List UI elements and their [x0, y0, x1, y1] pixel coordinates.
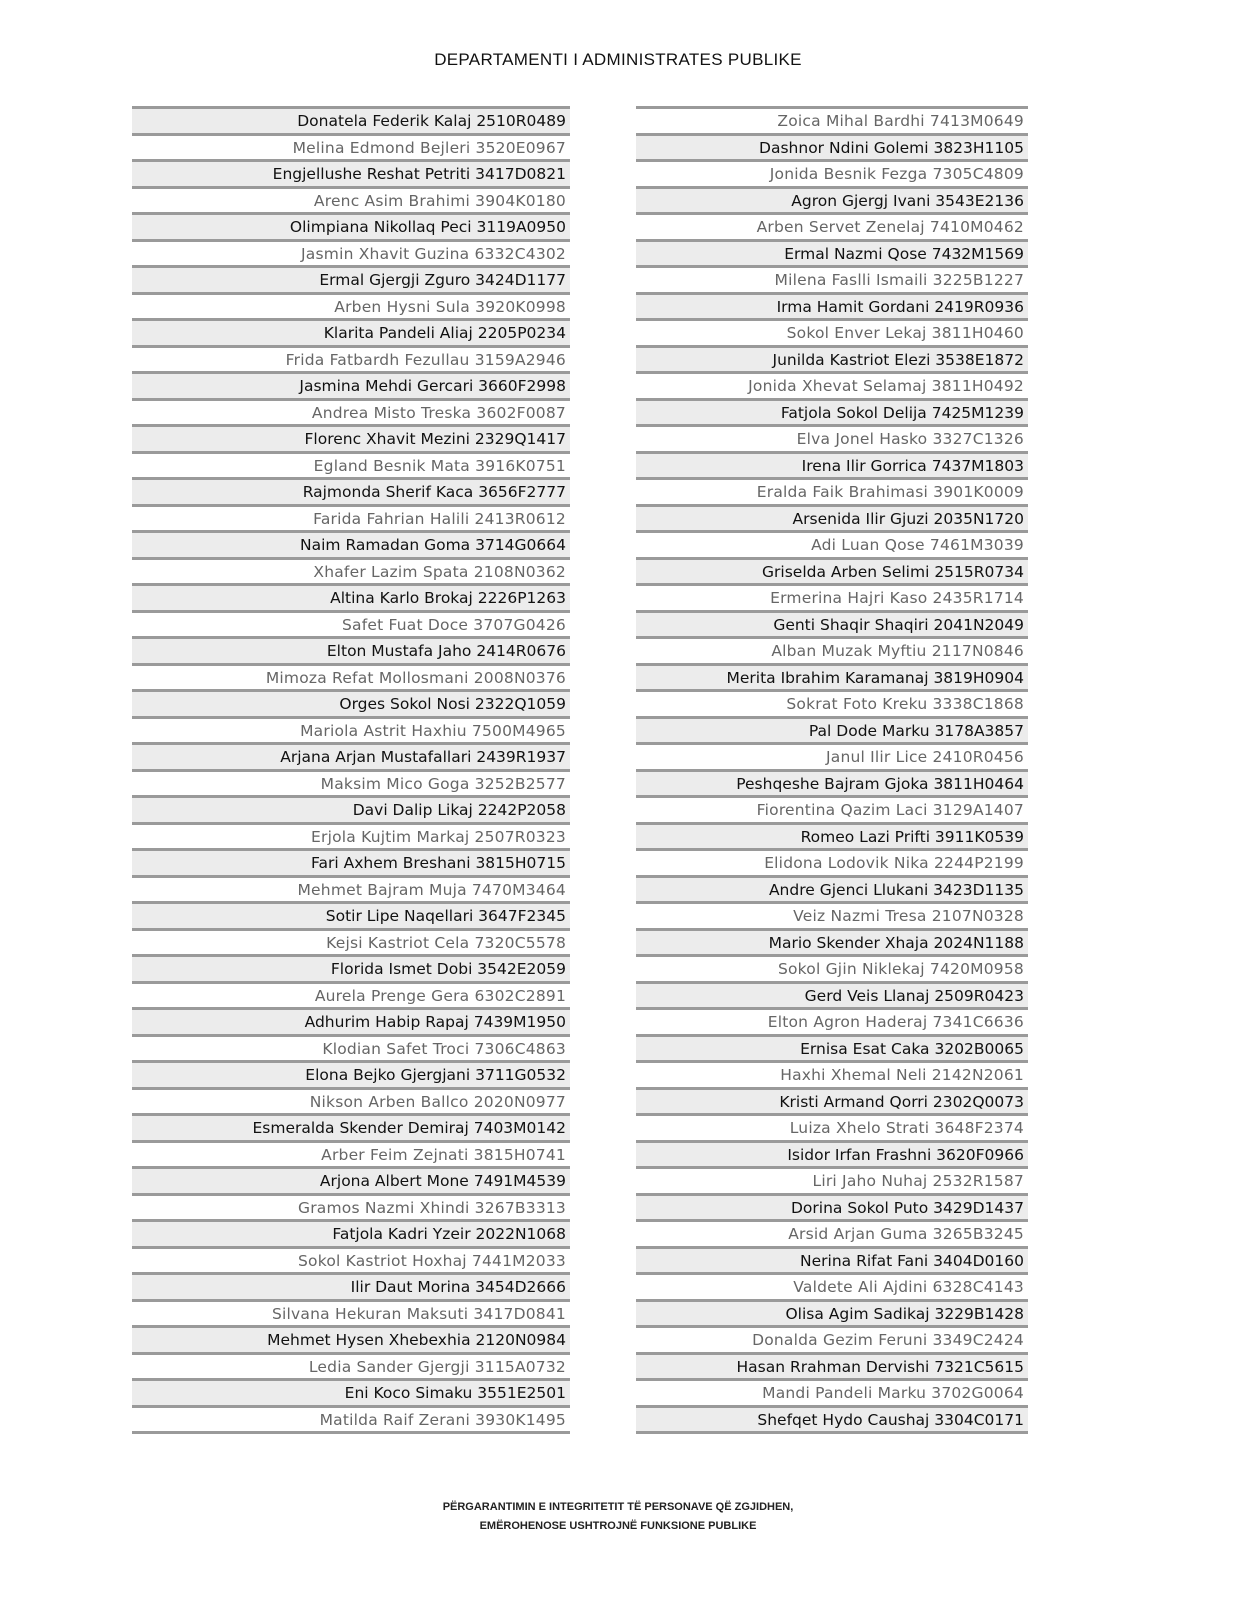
list-item: Silvana Hekuran Maksuti 3417D0841 — [132, 1302, 570, 1329]
list-item: Janul Ilir Lice 2410R0456 — [636, 745, 1028, 772]
list-item: Sokol Enver Lekaj 3811H0460 — [636, 321, 1028, 348]
list-item: Veiz Nazmi Tresa 2107N0328 — [636, 904, 1028, 931]
list-item: Arben Servet Zenelaj 7410M0462 — [636, 215, 1028, 242]
list-item: Ernisa Esat Caka 3202B0065 — [636, 1037, 1028, 1064]
list-item: Dorina Sokol Puto 3429D1437 — [636, 1196, 1028, 1223]
list-item: Rajmonda Sherif Kaca 3656F2777 — [132, 480, 570, 507]
list-item: Altina Karlo Brokaj 2226P1263 — [132, 586, 570, 613]
list-item: Arjana Arjan Mustafallari 2439R1937 — [132, 745, 570, 772]
list-item: Gramos Nazmi Xhindi 3267B3313 — [132, 1196, 570, 1223]
list-item: Naim Ramadan Goma 3714G0664 — [132, 533, 570, 560]
list-item: Klarita Pandeli Aliaj 2205P0234 — [132, 321, 570, 348]
list-item: Milena Faslli Ismaili 3225B1227 — [636, 268, 1028, 295]
list-item: Engjellushe Reshat Petriti 3417D0821 — [132, 162, 570, 189]
list-item: Olisa Agim Sadikaj 3229B1428 — [636, 1302, 1028, 1329]
list-item: Jonida Besnik Fezga 7305C4809 — [636, 162, 1028, 189]
list-item: Orges Sokol Nosi 2322Q1059 — [132, 692, 570, 719]
list-item: Adhurim Habip Rapaj 7439M1950 — [132, 1010, 570, 1037]
list-item: Maksim Mico Goga 3252B2577 — [132, 772, 570, 799]
list-item: Mimoza Refat Mollosmani 2008N0376 — [132, 666, 570, 693]
list-item: Junilda Kastriot Elezi 3538E1872 — [636, 348, 1028, 375]
list-item: Davi Dalip Likaj 2242P2058 — [132, 798, 570, 825]
list-item: Merita Ibrahim Karamanaj 3819H0904 — [636, 666, 1028, 693]
list-item: Fatjola Sokol Delija 7425M1239 — [636, 401, 1028, 428]
list-item: Nikson Arben Ballco 2020N0977 — [132, 1090, 570, 1117]
list-item: Pal Dode Marku 3178A3857 — [636, 719, 1028, 746]
list-item: Sokrat Foto Kreku 3338C1868 — [636, 692, 1028, 719]
list-item: Zoica Mihal Bardhi 7413M0649 — [636, 109, 1028, 136]
list-item: Jasmin Xhavit Guzina 6332C4302 — [132, 242, 570, 269]
list-item: Donalda Gezim Feruni 3349C2424 — [636, 1328, 1028, 1355]
list-item: Nerina Rifat Fani 3404D0160 — [636, 1249, 1028, 1276]
list-item: Donatela Federik Kalaj 2510R0489 — [132, 109, 570, 136]
list-item: Sokol Gjin Niklekaj 7420M0958 — [636, 957, 1028, 984]
list-item: Adi Luan Qose 7461M3039 — [636, 533, 1028, 560]
list-item: Eni Koco Simaku 3551E2501 — [132, 1381, 570, 1408]
list-item: Klodian Safet Troci 7306C4863 — [132, 1037, 570, 1064]
list-item: Andrea Misto Treska 3602F0087 — [132, 401, 570, 428]
list-item: Elton Agron Haderaj 7341C6636 — [636, 1010, 1028, 1037]
list-item: Jasmina Mehdi Gercari 3660F2998 — [132, 374, 570, 401]
list-item: Eralda Faik Brahimasi 3901K0009 — [636, 480, 1028, 507]
list-item: Ermal Nazmi Qose 7432M1569 — [636, 242, 1028, 269]
list-item: Irma Hamit Gordani 2419R0936 — [636, 295, 1028, 322]
list-item: Arber Feim Zejnati 3815H0741 — [132, 1143, 570, 1170]
list-item: Mariola Astrit Haxhiu 7500M4965 — [132, 719, 570, 746]
list-item: Mandi Pandeli Marku 3702G0064 — [636, 1381, 1028, 1408]
list-item: Ledia Sander Gjergji 3115A0732 — [132, 1355, 570, 1382]
list-item: Luiza Xhelo Strati 3648F2374 — [636, 1116, 1028, 1143]
list-item: Fatjola Kadri Yzeir 2022N1068 — [132, 1222, 570, 1249]
list-item: Aurela Prenge Gera 6302C2891 — [132, 984, 570, 1011]
list-item: Griselda Arben Selimi 2515R0734 — [636, 560, 1028, 587]
page-title: DEPARTAMENTI I ADMINISTRATES PUBLIKE — [434, 50, 802, 69]
list-item: Melina Edmond Bejleri 3520E0967 — [132, 136, 570, 163]
list-item: Jonida Xhevat Selamaj 3811H0492 — [636, 374, 1028, 401]
list-item: Genti Shaqir Shaqiri 2041N2049 — [636, 613, 1028, 640]
list-item: Arsenida Ilir Gjuzi 2035N1720 — [636, 507, 1028, 534]
list-item: Arjona Albert Mone 7491M4539 — [132, 1169, 570, 1196]
list-item: Erjola Kujtim Markaj 2507R0323 — [132, 825, 570, 852]
list-item: Frida Fatbardh Fezullau 3159A2946 — [132, 348, 570, 375]
list-item: Fiorentina Qazim Laci 3129A1407 — [636, 798, 1028, 825]
list-item: Safet Fuat Doce 3707G0426 — [132, 613, 570, 640]
list-item: Olimpiana Nikollaq Peci 3119A0950 — [132, 215, 570, 242]
list-item: Egland Besnik Mata 3916K0751 — [132, 454, 570, 481]
list-item: Arenc Asim Brahimi 3904K0180 — [132, 189, 570, 216]
list-item: Elton Mustafa Jaho 2414R0676 — [132, 639, 570, 666]
list-item: Kejsi Kastriot Cela 7320C5578 — [132, 931, 570, 958]
list-item: Elva Jonel Hasko 3327C1326 — [636, 427, 1028, 454]
list-item: Fari Axhem Breshani 3815H0715 — [132, 851, 570, 878]
list-item: Isidor Irfan Frashni 3620F0966 — [636, 1143, 1028, 1170]
list-item: Arben Hysni Sula 3920K0998 — [132, 295, 570, 322]
list-item: Peshqeshe Bajram Gjoka 3811H0464 — [636, 772, 1028, 799]
list-item: Mehmet Hysen Xhebexhia 2120N0984 — [132, 1328, 570, 1355]
list-item: Sotir Lipe Naqellari 3647F2345 — [132, 904, 570, 931]
page-footer — [0, 1498, 1236, 1536]
list-item: Elona Bejko Gjergjani 3711G0532 — [132, 1063, 570, 1090]
list-item: Irena Ilir Gorrica 7437M1803 — [636, 454, 1028, 481]
list-item: Ermal Gjergji Zguro 3424D1177 — [132, 268, 570, 295]
list-item: Gerd Veis Llanaj 2509R0423 — [636, 984, 1028, 1011]
list-item: Dashnor Ndini Golemi 3823H1105 — [636, 136, 1028, 163]
list-item: Valdete Ali Ajdini 6328C4143 — [636, 1275, 1028, 1302]
footer-line-2: EMËROHENOSE USHTROJNË FUNKSIONE PUBLIKE — [479, 1520, 757, 1532]
list-item: Florenc Xhavit Mezini 2329Q1417 — [132, 427, 570, 454]
list-item: Esmeralda Skender Demiraj 7403M0142 — [132, 1116, 570, 1143]
list-item: Alban Muzak Myftiu 2117N0846 — [636, 639, 1028, 666]
list-item: Liri Jaho Nuhaj 2532R1587 — [636, 1169, 1028, 1196]
list-item: Haxhi Xhemal Neli 2142N2061 — [636, 1063, 1028, 1090]
list-item: Shefqet Hydo Caushaj 3304C0171 — [636, 1408, 1028, 1435]
list-item: Elidona Lodovik Nika 2244P2199 — [636, 851, 1028, 878]
list-item: Mehmet Bajram Muja 7470M3464 — [132, 878, 570, 905]
list-item: Sokol Kastriot Hoxhaj 7441M2033 — [132, 1249, 570, 1276]
list-item: Ermerina Hajri Kaso 2435R1714 — [636, 586, 1028, 613]
list-item: Mario Skender Xhaja 2024N1188 — [636, 931, 1028, 958]
right-name-list — [636, 106, 1028, 1434]
list-item: Andre Gjenci Llukani 3423D1135 — [636, 878, 1028, 905]
left-name-list — [132, 106, 570, 1434]
list-item: Farida Fahrian Halili 2413R0612 — [132, 507, 570, 534]
list-item: Matilda Raif Zerani 3930K1495 — [132, 1408, 570, 1435]
footer-line-1: PËRGARANTIMIN E INTEGRITETIT TË PERSONAVE QË ZGJIDHEN, — [442, 1501, 794, 1513]
list-item: Florida Ismet Dobi 3542E2059 — [132, 957, 570, 984]
list-item: Kristi Armand Qorri 2302Q0073 — [636, 1090, 1028, 1117]
list-item: Hasan Rrahman Dervishi 7321C5615 — [636, 1355, 1028, 1382]
list-item: Arsid Arjan Guma 3265B3245 — [636, 1222, 1028, 1249]
list-item: Romeo Lazi Prifti 3911K0539 — [636, 825, 1028, 852]
list-item: Xhafer Lazim Spata 2108N0362 — [132, 560, 570, 587]
list-item: Ilir Daut Morina 3454D2666 — [132, 1275, 570, 1302]
list-item: Agron Gjergj Ivani 3543E2136 — [636, 189, 1028, 216]
